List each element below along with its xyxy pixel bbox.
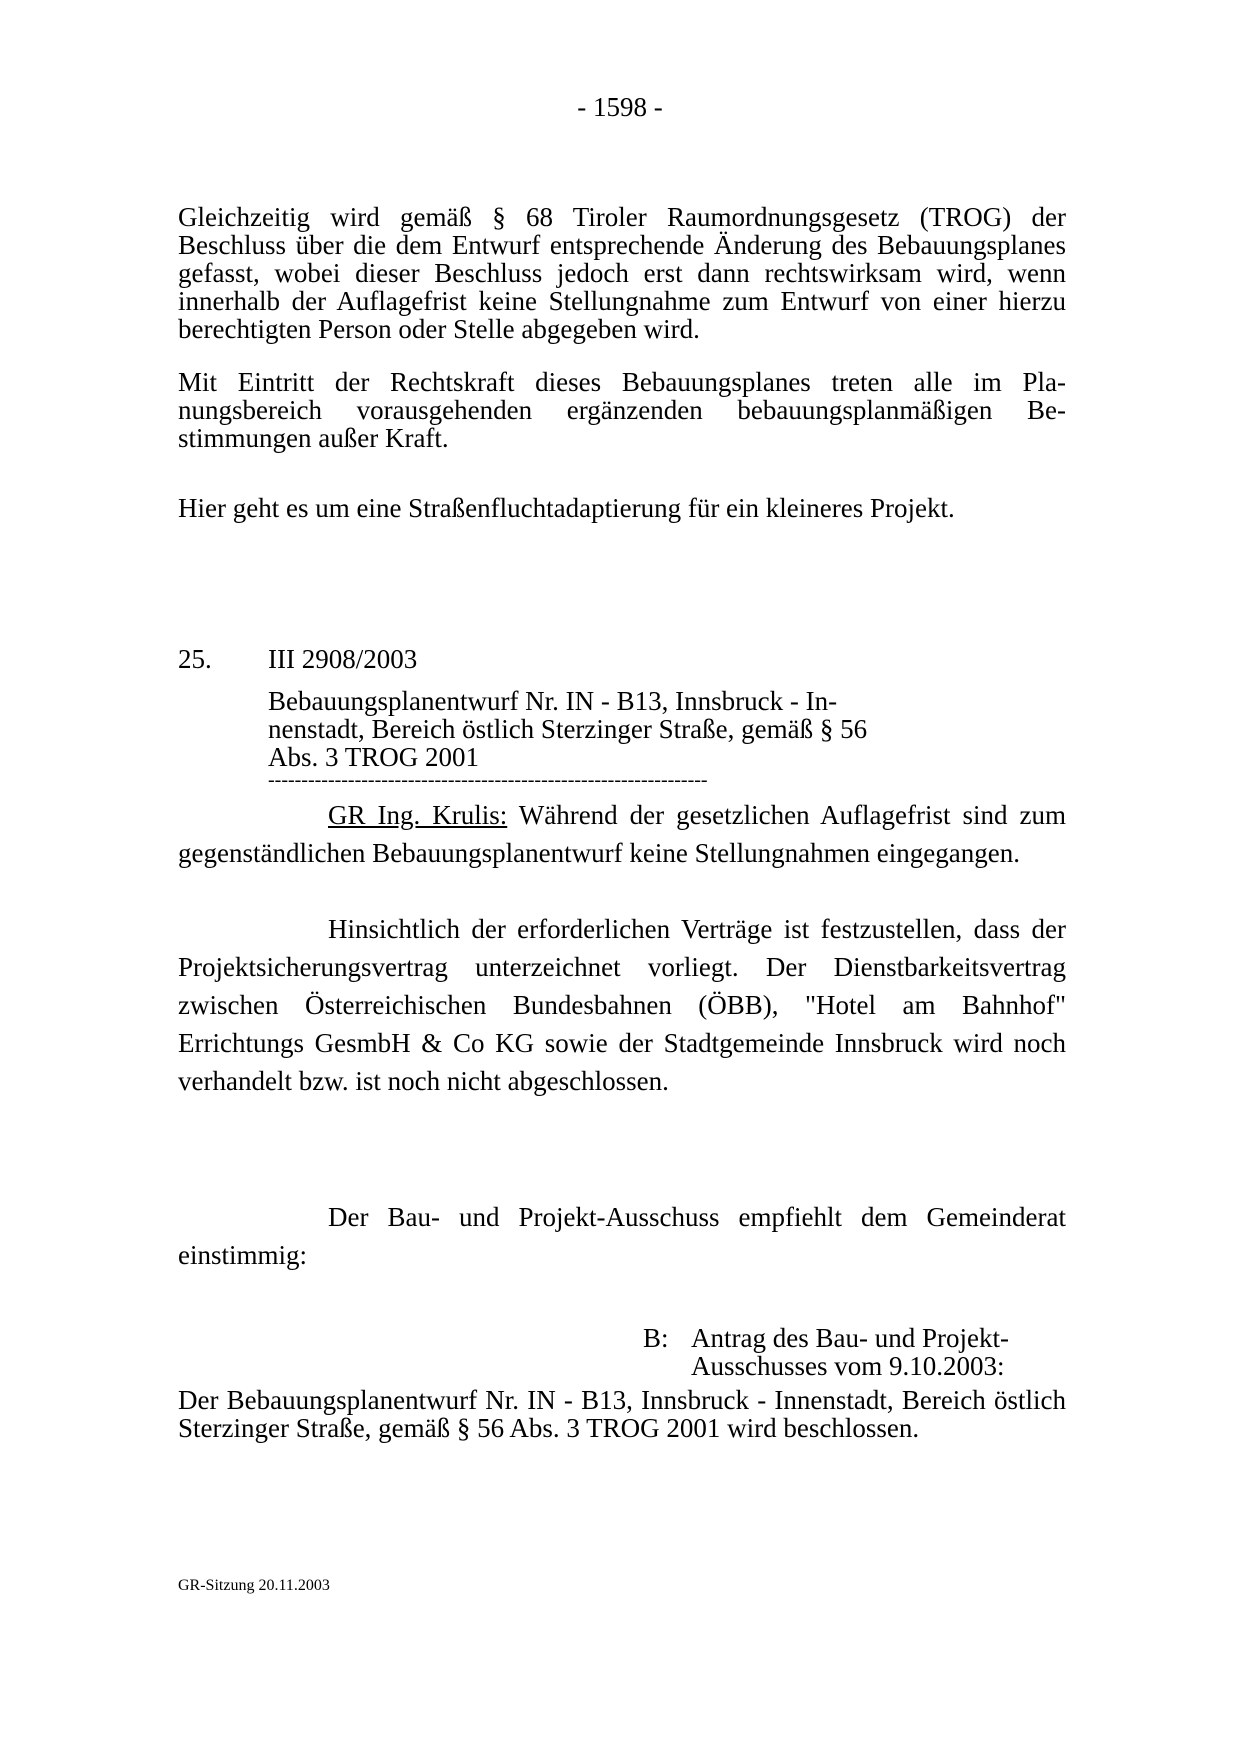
resolution-text: Der Bebauungsplanentwurf Nr. IN - B13, Innsbruck - Innenstadt, Bereich östlich Sterzinger Straße, gemäß § 56 Abs. 3 TROG 2001 wird beschlossen.	[178, 1385, 1066, 1443]
committee-recommendation: Der Bau- und Projekt-Ausschuss empfiehlt dem Gemeinderat einstimmig:	[178, 1202, 1066, 1270]
agenda-item-number: 25.	[178, 644, 212, 674]
motion-heading	[643, 1324, 1071, 1380]
separator-line: ------------------------------------------------------------------	[268, 770, 708, 790]
statement-text: Während der gesetzlichen Auflagefrist sind zum gegenständlichen Bebauungsplanentwurf keine Stellungnahmen eingegangen.	[178, 800, 1066, 868]
paragraph-explanation: Hier geht es um eine Straßenfluchtadaptierung für ein kleineres Projekt.	[178, 493, 955, 523]
motion-label: B:	[643, 1323, 669, 1353]
footer-session-date: GR-Sitzung 20.11.2003	[178, 1577, 330, 1594]
discussion-statement-2: Hinsichtlich der erforderlichen Verträge ist festzustellen, dass der Projektsicherungsvertrag unterzeichnet vorliegt. Der Dienstbarkeitsvertrag zwischen Österreichischen Bundesbahnen (ÖBB), "Hotel am Bahnhof" Errichtungs GesmbH & Co KG sowie der Stadtgemeinde Innsbruck wird noch verhandelt bzw. ist noch nicht abgeschlossen.	[178, 914, 1066, 1096]
paragraph-resolution-note: Gleichzeitig wird gemäß § 68 Tiroler Raumordnungsgesetz (TROG) der Beschluss über die dem Entwurf entsprechende Änderung des Bebauungsplanes gefasst, wobei dieser Beschluss jedoch erst dann rechtswirksam wird, wenn innerhalb der Auflagefrist keine Stellungnahme zum Entwurf von einer hierzu berechtigten Person oder Stelle abgegeben wird.	[178, 202, 1066, 344]
page-number: - 1598 -	[577, 92, 663, 122]
discussion-statement-1	[178, 796, 1066, 872]
agenda-item-title: Bebauungsplanentwurf Nr. IN - B13, Innsbruck - Innenstadt, Bereich östlich Sterzinger Straße, gemäß § 56 Abs. 3 TROG 2001	[268, 686, 868, 772]
paragraph-legal-effect: Mit Eintritt der Rechtskraft dieses Bebauungsplanes treten alle im Planungsbereich vorausgehenden ergänzenden bebauungsplanmäßigen Bestimmungen außer Kraft.	[178, 367, 1066, 453]
motion-text: Antrag des Bau- und Projekt-Ausschusses vom 9.10.2003:	[691, 1323, 1009, 1381]
agenda-item-reference: III 2908/2003	[268, 644, 418, 674]
speaker-name: GR Ing. Krulis:	[328, 800, 508, 830]
